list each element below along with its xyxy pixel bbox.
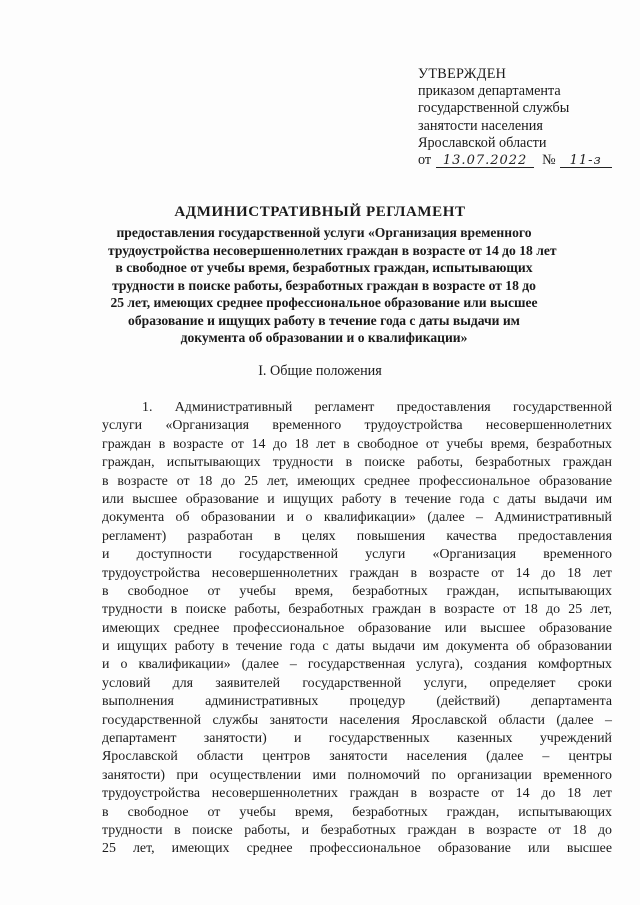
body-line: условий для заявителей государственной услуги, определяет сроки (102, 675, 612, 691)
subtitle-line: трудности в поиске работы, безработных граждан в возрасте от 18 до (112, 277, 536, 293)
subtitle-line: документа об образовании и о квалификации» (180, 330, 468, 345)
subtitle-line: трудоустройства несовершеннолетних граждан в возрасте от 14 до 18 лет (108, 242, 557, 258)
date-prefix: от (418, 152, 432, 169)
approval-line: Ярославской области (418, 134, 547, 151)
body-line: в свободное от учебы время, безработных граждан, испытывающих (102, 583, 612, 599)
approval-stamp (418, 66, 618, 169)
body-line: документа об образовании и о квалификации» (далее – Административный (102, 510, 612, 526)
number-prefix: № (542, 152, 556, 169)
body-line: 1. Административный регламент предоставления государственной (142, 400, 612, 415)
body-line: и ищущих работу в течение года с даты выдачи им документа об образовании (102, 639, 612, 655)
body-line: имеющих среднее профессиональное образование или высшее образование (102, 620, 612, 636)
body-line: Ярославской области центров занятости населения (далее – центры (102, 749, 612, 765)
body-line: и о квалификации» (далее – государственная услуга), создания комфортных (102, 657, 612, 673)
handwritten-date: 13.07.2022 (436, 154, 534, 168)
subtitle-line: образование и ищущих работу в течение года с даты выдачи им (128, 312, 520, 328)
body-line: занятости) при осуществлении ими полномочий по организации временного (102, 767, 612, 783)
body-line: регламент) разработан в целях повышения качества предоставления (102, 528, 612, 544)
subtitle-line: в свободное от учебы время, безработных граждан, испытывающих (115, 260, 533, 275)
body-line: в возрасте от 18 до 25 лет, имеющих среднее профессиональное образование (102, 473, 612, 489)
approval-line: государственной службы (418, 100, 570, 117)
body-line: трудности в поиске работы, безработных граждан в возрасте от 18 до 25 лет, (102, 602, 612, 618)
body-line: услуги «Организация временного трудоустройства несовершеннолетних (102, 418, 612, 434)
approval-date-line (418, 152, 618, 169)
body-line: и доступности государственной услуги «Организация временного (102, 547, 612, 563)
body-line: граждан, испытывающих трудности в поиске работы, безработных граждан (102, 455, 612, 471)
body-paragraph (102, 399, 612, 859)
handwritten-number: 11-з (560, 154, 612, 168)
body-line: трудоустройства несовершеннолетних граждан в возрасте от 14 до 18 лет (102, 565, 612, 581)
body-line: государственной службы занятости населения Ярославской области (далее – (102, 712, 612, 728)
body-line: трудоустройства несовершеннолетних граждан в возрасте от 14 до 18 лет (102, 786, 612, 802)
body-line: граждан в возрасте от 14 до 18 лет в свободное от учебы время, безработных (102, 436, 612, 452)
document-subtitle (108, 224, 557, 347)
approval-line: занятости населения (418, 117, 543, 134)
body-line: 25 лет, имеющих среднее профессиональное образование или высшее (102, 841, 612, 857)
document-title: АДМИНИСТРАТИВНЫЙ РЕГЛАМЕНТ (174, 204, 466, 220)
body-line: трудности в поиске работы, и безработных граждан в возрасте от 18 до (102, 822, 612, 838)
body-line: или высшее образование и ищущих работу в течение года с даты выдачи им (102, 491, 612, 507)
section-heading: I. Общие положения (258, 363, 382, 379)
body-line: департамент занятости) и государственных казенных учреждений (102, 731, 612, 747)
body-line: выполнения административных процедур (действий) департамента (102, 694, 612, 710)
body-line: в свободное от учебы время, безработных граждан, испытывающих (102, 804, 612, 820)
approved-label: УТВЕРЖДЕН (418, 66, 507, 82)
approval-line: приказом департамента (418, 83, 561, 100)
subtitle-line: предоставления государственной услуги «Организация временного (116, 225, 532, 240)
subtitle-line: 25 лет, имеющих среднее профессиональное образование или высшее (110, 295, 538, 310)
